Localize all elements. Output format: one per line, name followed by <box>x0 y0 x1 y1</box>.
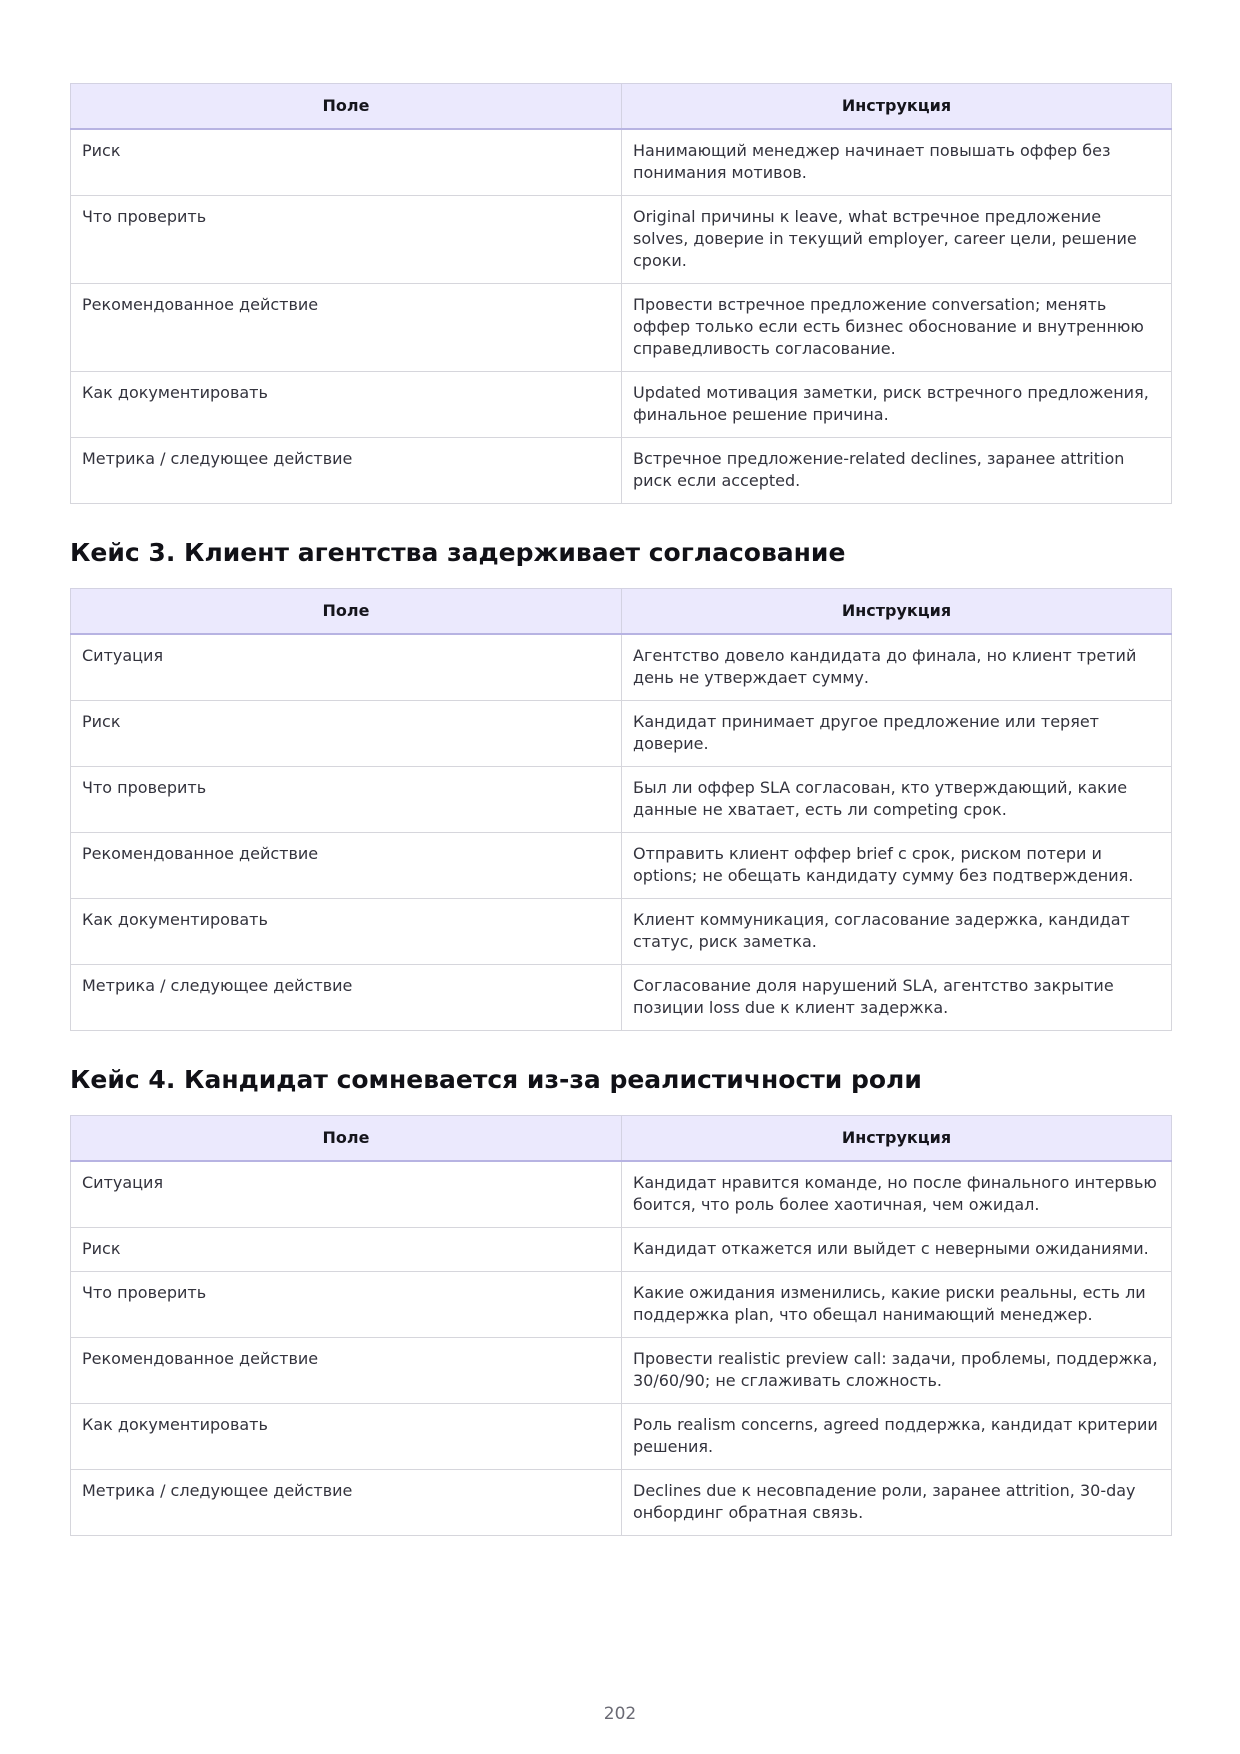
case-3-table <box>70 588 1172 1031</box>
table-row <box>71 1470 1172 1536</box>
cell-instruction: Declines due к несовпадение роли, заранее attrition, 30-day онбординг обратная связь. <box>622 1470 1172 1536</box>
table-row <box>71 965 1172 1031</box>
cell-field: Рекомендованное действие <box>71 1338 622 1404</box>
cell-instruction: Провести встречное предложение conversation; менять оффер только если есть бизнес обоснование и внутреннюю справедливость согласование. <box>622 284 1172 372</box>
table-header-row <box>71 589 1172 635</box>
table-row <box>71 1161 1172 1228</box>
cell-instruction: Original причины к leave, what встречное предложение solves, доверие in текущий employer, career цели, решение сроки. <box>622 196 1172 284</box>
cell-field: Что проверить <box>71 1272 622 1338</box>
case-4-title: Кейс 4. Кандидат сомневается из-за реалистичности роли <box>70 1065 922 1094</box>
cell-field: Риск <box>71 129 622 196</box>
cell-instruction: Встречное предложение-related declines, заранее attrition риск если accepted. <box>622 438 1172 504</box>
header-instruction: Инструкция <box>622 84 1172 130</box>
cell-field: Как документировать <box>71 899 622 965</box>
table-header-row <box>71 1116 1172 1162</box>
header-field: Поле <box>71 84 622 130</box>
table-header-row <box>71 84 1172 130</box>
table-row <box>71 701 1172 767</box>
cell-field: Риск <box>71 1228 622 1272</box>
cell-field: Ситуация <box>71 634 622 701</box>
header-field: Поле <box>71 1116 622 1162</box>
cell-field: Как документировать <box>71 372 622 438</box>
table-row <box>71 1404 1172 1470</box>
cell-instruction: Кандидат принимает другое предложение или теряет доверие. <box>622 701 1172 767</box>
table-row <box>71 634 1172 701</box>
cell-instruction: Нанимающий менеджер начинает повышать оффер без понимания мотивов. <box>622 129 1172 196</box>
cell-instruction: Какие ожидания изменились, какие риски реальны, есть ли поддержка plan, что обещал нанимающий менеджер. <box>622 1272 1172 1338</box>
header-instruction: Инструкция <box>622 1116 1172 1162</box>
table-row <box>71 833 1172 899</box>
table-row <box>71 196 1172 284</box>
table-row <box>71 372 1172 438</box>
case-2-table <box>70 83 1172 504</box>
header-instruction: Инструкция <box>622 589 1172 635</box>
header-field: Поле <box>71 589 622 635</box>
cell-field: Что проверить <box>71 196 622 284</box>
cell-field: Ситуация <box>71 1161 622 1228</box>
cell-instruction: Был ли оффер SLA согласован, кто утверждающий, какие данные не хватает, есть ли competing срок. <box>622 767 1172 833</box>
cell-field: Метрика / следующее действие <box>71 1470 622 1536</box>
cell-field: Метрика / следующее действие <box>71 965 622 1031</box>
cell-field: Что проверить <box>71 767 622 833</box>
case-3-title: Кейс 3. Клиент агентства задерживает согласование <box>70 538 846 567</box>
cell-field: Метрика / следующее действие <box>71 438 622 504</box>
table-row <box>71 1272 1172 1338</box>
table-row <box>71 129 1172 196</box>
cell-instruction: Роль realism concerns, agreed поддержка, кандидат критерии решения. <box>622 1404 1172 1470</box>
page-number: 202 <box>603 1704 637 1724</box>
table-row <box>71 899 1172 965</box>
cell-instruction: Провести realistic preview call: задачи, проблемы, поддержка, 30/60/90; не сглаживать сложность. <box>622 1338 1172 1404</box>
cell-instruction: Агентство довело кандидата до финала, но клиент третий день не утверждает сумму. <box>622 634 1172 701</box>
case-4-table <box>70 1115 1172 1536</box>
page-content <box>70 83 1171 1536</box>
cell-instruction: Согласование доля нарушений SLA, агентство закрытие позиции loss due к клиент задержка. <box>622 965 1172 1031</box>
table-row <box>71 1338 1172 1404</box>
table-row <box>71 438 1172 504</box>
cell-instruction: Кандидат откажется или выйдет с неверными ожиданиями. <box>622 1228 1172 1272</box>
table-row <box>71 284 1172 372</box>
table-row <box>71 1228 1172 1272</box>
cell-field: Риск <box>71 701 622 767</box>
cell-field: Рекомендованное действие <box>71 833 622 899</box>
table-row <box>71 767 1172 833</box>
cell-instruction: Updated мотивация заметки, риск встречного предложения, финальное решение причина. <box>622 372 1172 438</box>
cell-instruction: Клиент коммуникация, согласование задержка, кандидат статус, риск заметка. <box>622 899 1172 965</box>
cell-instruction: Кандидат нравится команде, но после финального интервью боится, что роль более хаотичная, чем ожидал. <box>622 1161 1172 1228</box>
cell-field: Как документировать <box>71 1404 622 1470</box>
cell-instruction: Отправить клиент оффер brief с срок, риском потери и options; не обещать кандидату сумму без подтверждения. <box>622 833 1172 899</box>
cell-field: Рекомендованное действие <box>71 284 622 372</box>
